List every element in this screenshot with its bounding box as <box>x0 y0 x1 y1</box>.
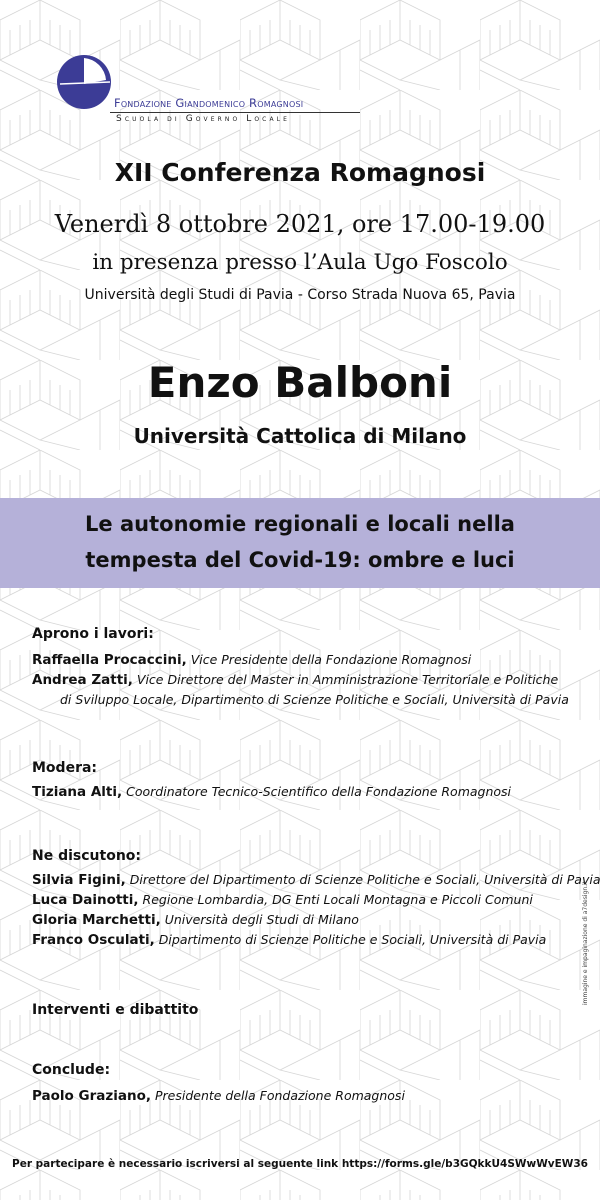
talk-title-line-1: Le autonomie regionali e locali nella <box>85 512 515 536</box>
person-name: Andrea Zatti, <box>32 672 133 688</box>
registration-note: Per partecipare è necessario iscriversi al seguente link https://forms.gle/b3GQkkU4SWwWvEW36 <box>12 1158 588 1170</box>
discussant-person <box>32 890 572 910</box>
person-name: Silvia Figini, <box>32 872 126 888</box>
design-credit: immagine e impaginazione di a7design.it <box>582 880 589 1005</box>
person-role-continued: di Sviluppo Locale, Dipartimento di Scienze Politiche e Sociali, Università di Pavia <box>60 692 569 707</box>
opening-heading: Aprono i lavori: <box>32 626 154 642</box>
discussants-heading: Ne discutono: <box>32 848 141 864</box>
program-moderator <box>32 760 572 802</box>
person-role: Direttore del Dipartimento di Scienze Politiche e Sociali, Università di Pavia <box>129 872 600 887</box>
person-role: Università degli Studi di Milano <box>164 912 359 927</box>
discussant-person <box>32 870 600 890</box>
moderator-person <box>32 782 572 802</box>
closing-person <box>32 1086 572 1106</box>
speaker-affiliation: Università Cattolica di Milano <box>133 424 467 448</box>
foundation-logo <box>52 50 352 125</box>
discussant-person <box>32 910 572 930</box>
person-name: Gloria Marchetti, <box>32 912 161 928</box>
person-role: Coordinatore Tecnico-Scientifico della Fondazione Romagnosi <box>126 784 512 799</box>
opening-person-role-continued <box>32 690 572 710</box>
program-opening <box>32 626 572 710</box>
speaker-name: Enzo Balboni <box>147 358 453 407</box>
opening-person <box>32 650 572 670</box>
program-closing <box>32 1062 572 1106</box>
person-name: Luca Dainotti, <box>32 892 139 908</box>
opening-person <box>32 670 572 690</box>
debate-heading: Interventi e dibattito <box>32 1002 199 1018</box>
foundation-logo-icon <box>56 54 112 110</box>
person-name: Raffaella Procaccini, <box>32 652 187 668</box>
program-debate <box>32 1002 572 1018</box>
event-address: Università degli Studi di Pavia - Corso Strada Nuova 65, Pavia <box>84 287 516 303</box>
person-role: Regione Lombardia, DG Enti Locali Montagna e Piccoli Comuni <box>142 892 533 907</box>
person-role: Vice Direttore del Master in Amministrazione Territoriale e Politiche <box>136 672 559 687</box>
person-name: Franco Osculati, <box>32 932 155 948</box>
event-venue: in presenza presso l’Aula Ugo Foscolo <box>92 250 508 275</box>
foundation-subtitle: Scuola di Governo Locale <box>116 114 291 124</box>
person-name: Tiziana Alti, <box>32 784 123 800</box>
discussant-person <box>32 930 572 950</box>
talk-title-band <box>0 498 600 588</box>
event-date-time: Venerdì 8 ottobre 2021, ore 17.00-19.00 <box>54 210 546 238</box>
logo-divider <box>110 112 360 113</box>
closing-heading: Conclude: <box>32 1062 111 1078</box>
foundation-name: Fondazione Giandomenico Romagnosi <box>114 96 304 110</box>
person-role: Dipartimento di Scienze Politiche e Sociali, Università di Pavia <box>158 932 547 947</box>
talk-title-line-2: tempesta del Covid-19: ombre e luci <box>85 548 515 572</box>
person-role: Vice Presidente della Fondazione Romagnosi <box>190 652 472 667</box>
person-name: Paolo Graziano, <box>32 1088 151 1104</box>
moderator-heading: Modera: <box>32 760 98 776</box>
conference-title: XII Conferenza Romagnosi <box>114 158 486 187</box>
person-role: Presidente della Fondazione Romagnosi <box>154 1088 405 1103</box>
